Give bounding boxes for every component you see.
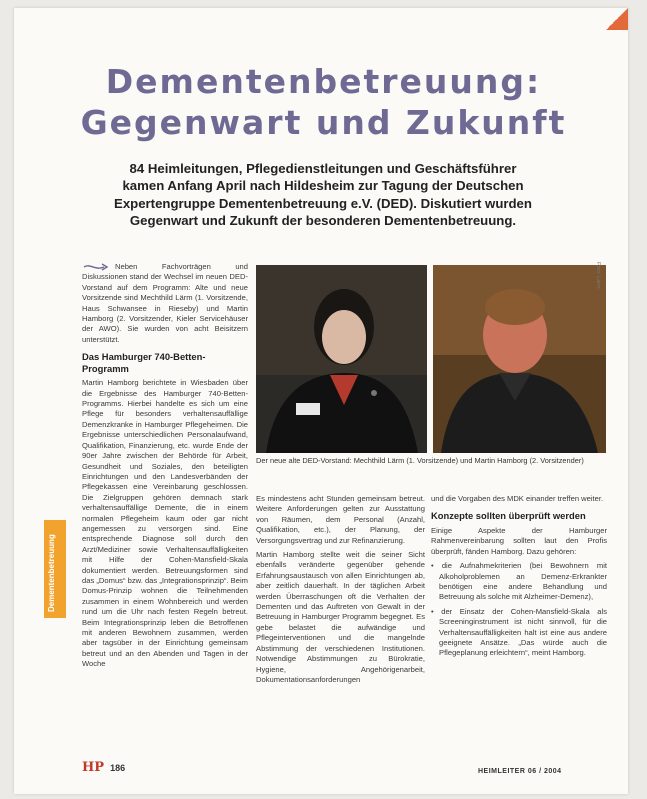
section-side-tab xyxy=(44,520,66,618)
lead-line: Expertengruppe Dementenbetreuung e.V. (DED). Diskutiert wurden xyxy=(114,195,532,211)
page-number: 186 xyxy=(110,763,126,773)
list-item: • die Aufnahmekriterien (bei Bewohnern mit Alkoholproblemen an Demenz-Erkrankter benötigen eine andere Behandlung und Betreuung als solche mit Alzheimer-Demenz), xyxy=(431,561,607,602)
corner-tab xyxy=(606,8,628,30)
subheading-concepts: Konzepte sollten überprüft werden xyxy=(431,510,586,522)
column-3 xyxy=(431,494,607,663)
lead-line: Gegenwart und Zukunft der besonderen Dementenbetreuung. xyxy=(129,213,517,229)
body-paragraph: Einige Aspekte der Hamburger Rahmenvereinbarung sollten laut den Profis überprüft, fänden Hamborg. Dazu gehören: xyxy=(431,525,607,556)
list-item-text: der Einsatz der Cohen-Mansfield-Skala als Screeninginstrument ist nicht sinnvoll, für die Verhaltensauffälligkeiten halt ist eine aus andere geeignete Ansätze. „Das würde auch die Pflegeplanung erleichtern“, meint Hamborg. xyxy=(439,606,607,658)
footer-journal: HEIMLEITER 06 / 2004 xyxy=(478,768,562,775)
intro-paragraph: Neben Fachvorträgen und Diskussionen stand der Wechsel im neuen DED-Vorstand auf dem Programm: Alte und neue Vorsitzende sind Mechthild Lärm (1. Vorsitzende, Haus Schwansee in Rieseby) und Martin Hamborg (2. Vorsitzender, Kieler Servicehäuser der AWO). Sie wurden von acht Beisitzern unterstützt. xyxy=(82,262,248,344)
list-item-text: die Aufnahmekriterien (bei Bewohnern mit Alkoholproblemen an Demenz-Erkrankter benötigen eine andere Behandlung und Betreuung als solche mit Alzheimer-Demenz), xyxy=(439,561,607,602)
photo-credit: Foto: Lärm xyxy=(595,262,601,289)
photo-martin-hamborg xyxy=(433,265,606,453)
column-1 xyxy=(82,262,248,670)
photo-caption: Der neue alte DED-Vorstand: Mechthild Lärm (1. Vorsitzende) und Martin Hamborg (2. Vorsitzender) xyxy=(256,456,584,465)
body-paragraph: Martin Hamborg berichtete in Wiesbaden über die Ergebnisse des Hamburger 740-Betten-Programms. Hierbei handelte es sich um eine Pflege für besonders verhaltensauffällige Demenzkranke in Hamburger Pflegeheimen. Die Ergebnisse unterschiedlichen Personalaufwand, Qualifikation, Finanzierung, etc. wurde Ende der 90er Jahre zwischen der Behörde für Arbeit, Gesundheit und Soziales, den beteiligten Einrichtungen und den Landesverbänden der Pflegekassen eine Vereinbarung geschlossen. Die Zielgruppen gehören demnach stark verhaltensauffällige Demente, die in einem normalen Pflegeheim kaum oder gar nicht angemessen zu versorgen sind. Eine entsprechende Diagnose soll durch den Arzt/Mediziner sowie Verhaltensauffälligkeiten mit Hilfe der Cohen-Mansfield-Skala dokumentiert werden. Betreuungsformen sind das „Domus“ bzw. das „Integrationsprinzip“. Beim Domus-Prinzip wohnen die Teilnehmenden zusammen in einem Wohnbereich und werden rund um die Uhr nach festen Regeln betreut. Beim Integrationsprinzip leben die Betroffenen mit anderen Bewohnern zusammen, werden aber tagsüber in der Einrichtung gemeinsam betreut und an den Abenden und Tagen in der Woche xyxy=(82,378,248,669)
magazine-logo: HP xyxy=(82,760,105,775)
lead-line: 84 Heimleitungen, Pflegedienstleitungen und Geschäftsführer xyxy=(129,161,517,176)
body-paragraph: und die Vorgaben des MDK einander treffen weiter. xyxy=(431,494,604,503)
footer-page-number xyxy=(82,760,125,775)
lead-paragraph xyxy=(108,160,538,230)
body-paragraph: Es mindestens acht Stunden gemeinsam betreut. Weitere Anforderungen gelten zur Ausstattung von Räumen, dem Personal (Anzahl, Qualifikation, etc.), der Planung, der Versorgungsvertrag und zur Refinanzierung. xyxy=(256,494,425,545)
body-paragraph: Martin Hamborg stellte weit die seiner Sicht ebenfalls veränderte gegenüber gehende Erfahrungsaustausch von allen Einrichtungen ab, aber zeitlich dauerhaft. In der täglichen Arbeit werden Überraschungen oft die Verhalten der Dementen und das Auftreten von Gewalt in der Betreuung in Hamburger Programm begegnet. Es gebe belastet die aufwändige und Pflegeinterventionen und die mangelnde Abstimmung der verschiedenen Institutionen. Notwendige Abstimmungen zu Bürokratie, Hygiene, Angehörigenarbeit, Dokumentationsanforderungen xyxy=(256,550,425,684)
list-item: • der Einsatz der Cohen-Mansfield-Skala als Screeninginstrument ist nicht sinnvoll, für die Verhaltensauffälligkeiten halt ist eine aus andere geeignete Ansätze. „Das würde auch die Pflegeplanung erleichtern“, meint Hamborg. xyxy=(431,606,607,658)
subheading-740-program: Das Hamburger 740-Betten-Programm xyxy=(82,351,206,374)
article-title-line-2: Gegenwart und Zukunft xyxy=(80,103,567,142)
lead-line: kamen Anfang April nach Hildesheim zur Tagung der Deutschen xyxy=(122,178,524,194)
article-title-line-1: Dementenbetreuung: xyxy=(105,62,542,101)
column-2 xyxy=(256,494,425,685)
photo-mechthild-laerm xyxy=(256,265,427,453)
section-label: Dementenbetreuung xyxy=(47,534,56,612)
